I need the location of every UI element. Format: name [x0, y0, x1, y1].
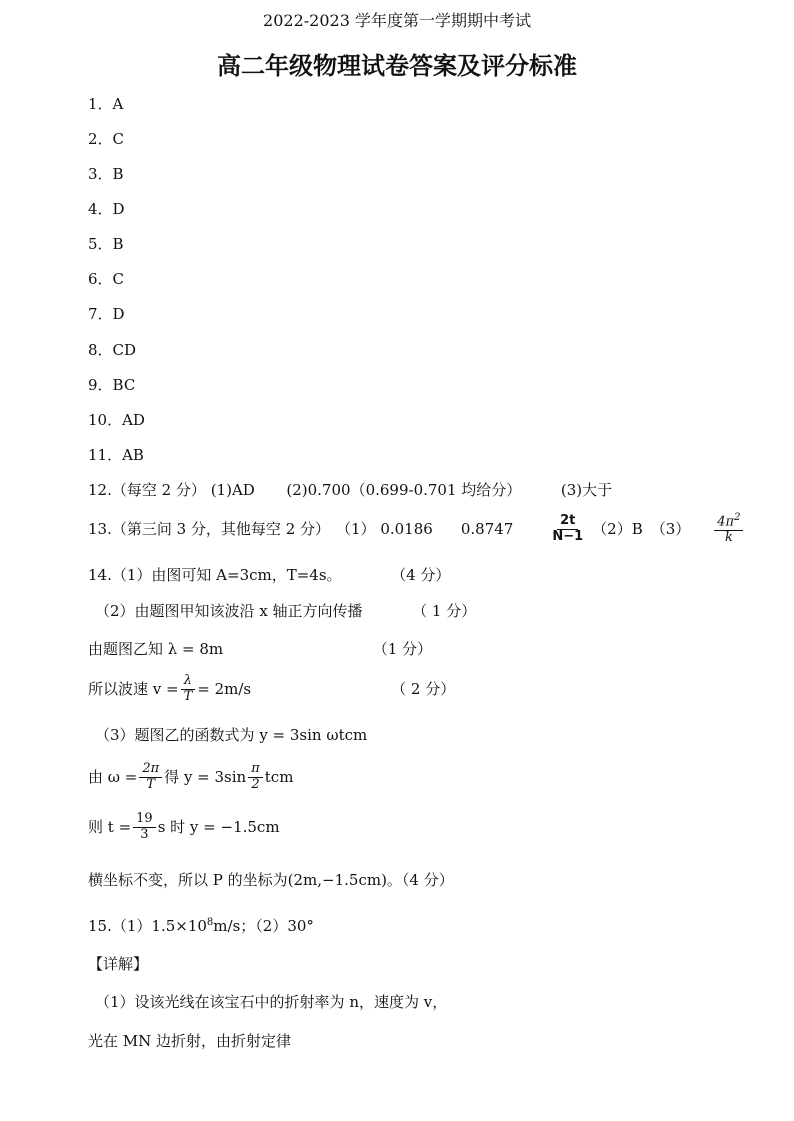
q14-line-7: [88, 806, 280, 848]
q13-frac2-denominator: k: [724, 530, 733, 546]
answer-13: [88, 512, 745, 546]
q13-frac2-exponent: 2: [734, 511, 741, 523]
q13-p2: （2）B: [592, 519, 643, 538]
q14-l6-fraction-1: [139, 762, 162, 793]
answer-6: 6．C: [88, 270, 125, 288]
q15-detail-heading: 【详解】: [88, 955, 149, 973]
q14-l4-pre: 所以波速 v =: [88, 679, 179, 698]
q14-l6-denominator-2: 2: [251, 776, 260, 792]
q14-l1-text: 14.（1）由图可知 A=3cm，T=4s。: [88, 566, 342, 584]
answer-7: 7．D: [88, 305, 125, 323]
q14-l6-denominator-1: T: [146, 776, 156, 792]
q14-l2-score: （ 1 分）: [412, 602, 477, 620]
q14-l4-post: = 2m/s: [197, 679, 252, 698]
q14-l3-text: 由题图乙知 λ = 8m: [88, 640, 224, 658]
q12-part3: (3)大于: [560, 481, 613, 499]
q14-line-4: [88, 668, 455, 710]
q15-line-1: [88, 918, 314, 934]
answer-1: 1．A: [88, 95, 124, 113]
q14-l6-fraction-2: [248, 762, 263, 793]
answer-10: 10．AD: [88, 411, 145, 429]
q14-l1-score: （4 分）: [391, 566, 451, 584]
answer-9: 9．BC: [88, 376, 136, 394]
q14-l4-fraction: [181, 674, 196, 705]
q14-l7-post: s 时 y = −1.5cm: [157, 817, 280, 836]
q14-line-2: [95, 604, 476, 619]
q15-l1-post: m/s；（2）30°: [213, 917, 314, 935]
exam-subtitle: 2022-2023 学年度第一学期期中考试: [263, 11, 531, 30]
q15-l1-pre: 15.（1）1.5×10: [88, 917, 207, 935]
answer-3: 3．B: [88, 165, 124, 183]
q14-l7-pre: 则 t =: [88, 817, 132, 836]
page-title: 高二年级物理试卷答案及评分标准: [217, 52, 577, 80]
q13-p3: （3）: [650, 519, 691, 538]
q13-frac1-denominator: N−1: [552, 528, 584, 544]
q14-l6-mid: 得 y = 3sin: [164, 767, 247, 786]
q12-part2: (2)0.700（0.699-0.701 均给分）: [286, 481, 522, 499]
q12-part1: 12.（每空 2 分） (1)AD: [88, 481, 255, 499]
q15-line-3: 光在 MN 边折射，由折射定律: [88, 1032, 292, 1050]
q14-l3-score: （1 分）: [372, 640, 433, 658]
q13-fraction-1: [549, 514, 586, 545]
q13-p1: （1） 0.0186: [336, 519, 433, 538]
q14-l4-numerator: λ: [181, 674, 195, 690]
q14-l6-post: tcm: [264, 767, 294, 786]
q14-line-6: [88, 756, 293, 798]
answer-4: 4．D: [88, 200, 125, 218]
q14-l4-score: （ 2 分）: [391, 679, 456, 698]
q14-l2-text: （2）由题图甲知该波沿 x 轴正方向传播: [95, 602, 363, 620]
answer-8: 8．CD: [88, 341, 137, 359]
answer-11: 11．AB: [88, 446, 144, 464]
q14-line-1: [88, 568, 450, 583]
q14-line-8: 横坐标不变，所以 P 的坐标为(2m,−1.5cm)。（4 分）: [88, 871, 454, 889]
q15-line-2: （1）设该光线在该宝石中的折射率为 n，速度为 v，: [95, 993, 448, 1011]
q13-frac2-numerator: 4π: [717, 514, 735, 530]
q13-fraction-2: [714, 512, 743, 546]
q14-l6-numerator-1: 2π: [139, 762, 162, 778]
q14-line-5: （3）题图乙的函数式为 y = 3sin ωtcm: [95, 726, 368, 744]
q14-line-3: [88, 642, 432, 657]
q14-l7-denominator: 3: [140, 826, 149, 842]
q13-frac1-numerator: 2t: [557, 514, 578, 530]
answer-12: [88, 483, 612, 498]
q14-l7-fraction: [133, 812, 156, 843]
q14-l6-pre: 由 ω =: [88, 767, 138, 786]
answer-5: 5．B: [88, 235, 124, 253]
q15-l1-exponent: 8: [206, 917, 214, 928]
q13-prefix: 13.（第三问 3 分，其他每空 2 分）: [88, 519, 331, 538]
q14-l4-denominator: T: [183, 688, 193, 704]
q14-l6-numerator-2: π: [248, 762, 263, 778]
answer-2: 2．C: [88, 130, 125, 148]
q14-l7-numerator: 19: [133, 812, 156, 828]
q13-p1b: 0.8747: [460, 519, 514, 538]
